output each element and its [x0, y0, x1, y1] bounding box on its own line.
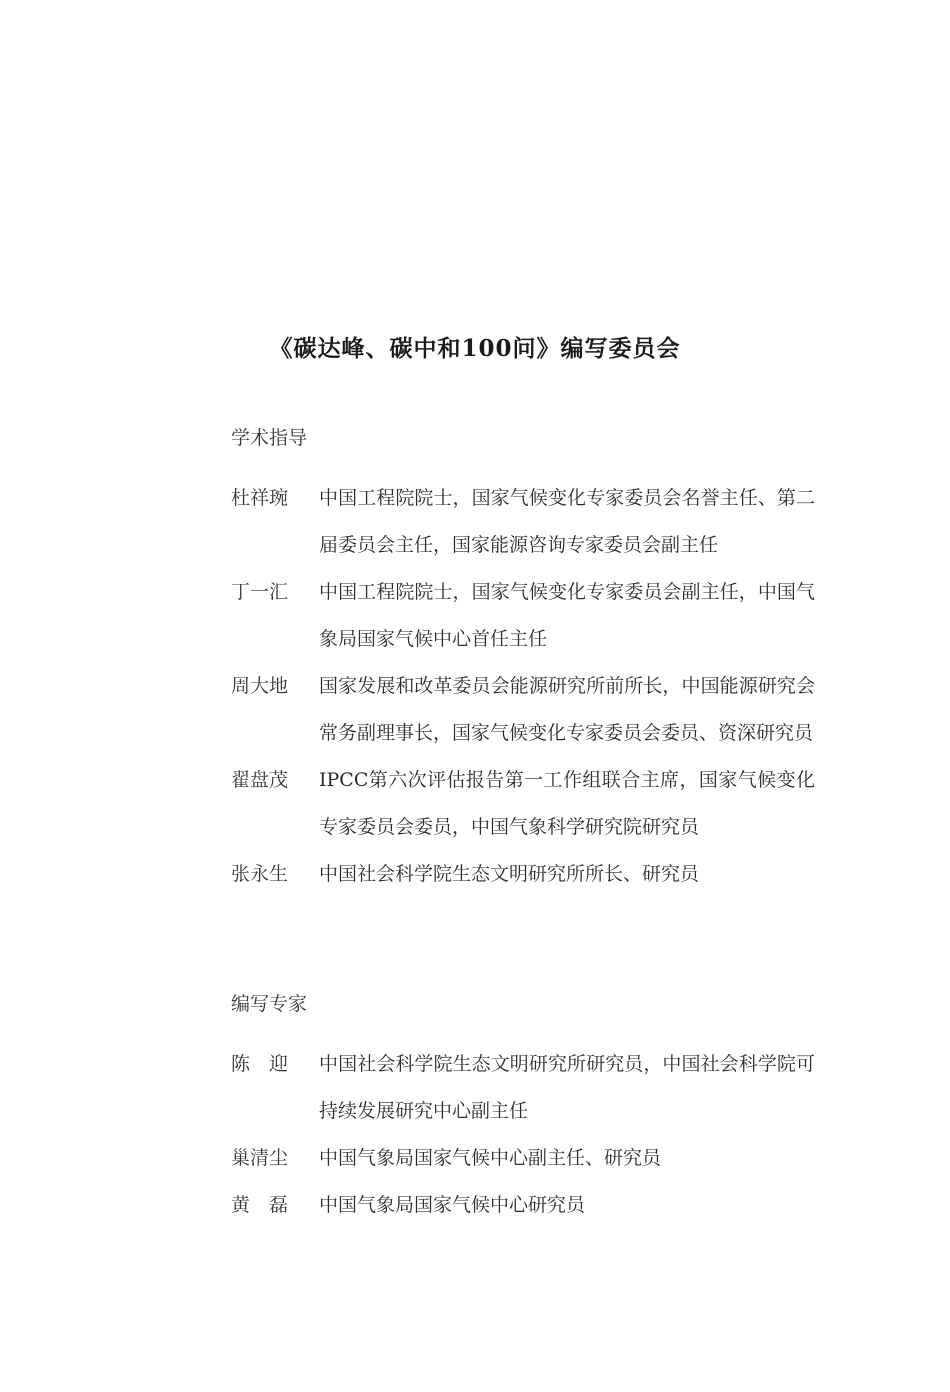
member-entry	[231, 663, 831, 757]
member-name: 黄 磊	[231, 1194, 289, 1216]
member-description: 中国工程院院士，国家气候变化专家委员会副主任，中国气象局国家气候中心首任主任	[319, 581, 815, 650]
member-entry	[231, 1135, 831, 1182]
member-name: 杜祥琬	[231, 487, 289, 509]
member-name: 周大地	[231, 675, 289, 697]
section-heading: 编写专家	[231, 993, 308, 1015]
member-name: 丁一汇	[231, 581, 289, 603]
member-description: 中国社会科学院生态文明研究所研究员，中国社会科学院可持续发展研究中心副主任	[319, 1053, 815, 1122]
member-entry	[231, 475, 831, 569]
section-heading: 学术指导	[231, 427, 308, 449]
member-description: 中国气象局国家气候中心研究员	[319, 1194, 586, 1216]
page-title: 《碳达峰、碳中和100问》编写委员会	[269, 335, 681, 362]
member-entry	[231, 851, 831, 898]
member-entry	[231, 1041, 831, 1135]
section-writing-experts	[231, 994, 831, 1229]
member-name: 陈 迎	[231, 1053, 289, 1075]
section-academic-guidance	[231, 428, 831, 898]
member-entry	[231, 1182, 831, 1229]
member-name: 翟盘茂	[231, 769, 289, 791]
member-description: 中国气象局国家气候中心副主任、研究员	[319, 1147, 662, 1169]
member-entry	[231, 757, 831, 851]
member-entry	[231, 569, 831, 663]
member-description: IPCC第六次评估报告第一工作组联合主席，国家气候变化专家委员会委员，中国气象科学研究院研究员	[319, 769, 815, 838]
member-description: 中国工程院院士，国家气候变化专家委员会名誉主任、第二届委员会主任，国家能源咨询专家委员会副主任	[319, 487, 815, 556]
member-name: 张永生	[231, 863, 289, 885]
member-description: 国家发展和改革委员会能源研究所前所长，中国能源研究会常务副理事长，国家气候变化专家委员会委员、资深研究员	[319, 675, 815, 744]
member-name: 巢清尘	[231, 1147, 289, 1169]
member-description: 中国社会科学院生态文明研究所所长、研究员	[319, 863, 700, 885]
